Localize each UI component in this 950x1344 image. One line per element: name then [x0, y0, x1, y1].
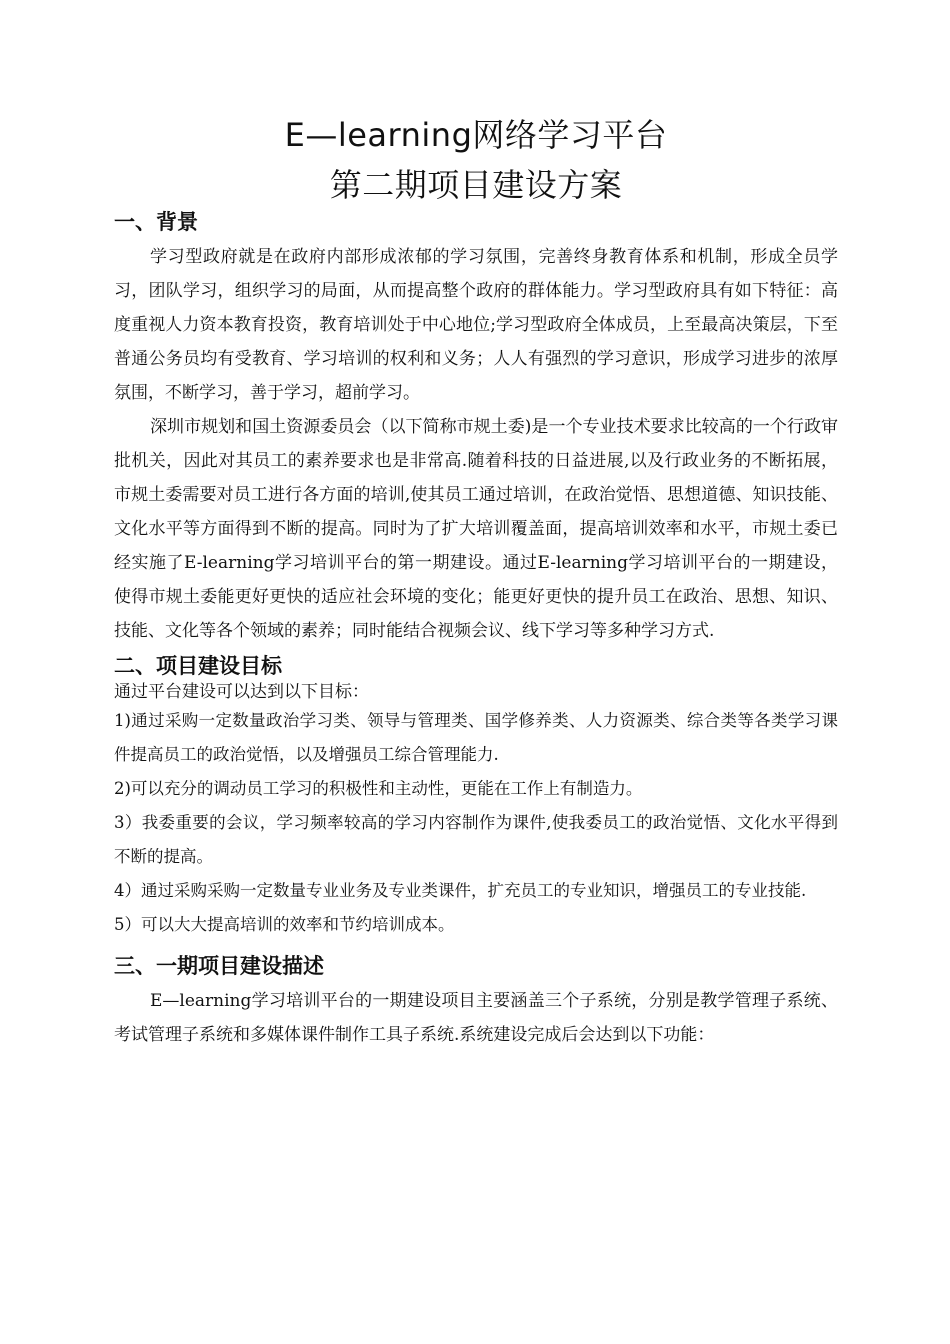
background-paragraph-2: 深圳市规划和国土资源委员会（以下简称市规土委)是一个专业技术要求比较高的一个行政审批机关，因此对其员工的素养要求也是非常高.随着科技的日益进展,以及行政业务的不断拓展，市规土委需要对员工进行各方面的培训,使其员工通过培训，在政治觉悟、思想道德、知识技能、文化水平等方面得到不断的提高。同时为了扩大培训覆盖面，提高培训效率和水平，市规土委已经实施了E-learning学习培训平台的第一期建设。通过E-learning学习培训平台的一期建设，使得市规土委能更好更快的适应社会环境的变化；能更好更快的提升员工在政治、思想、知识、技能、文化等各个领域的素养；同时能结合视频会议、线下学习等多种学习方式.	[114, 417, 838, 641]
goal-item-4: 4）通过采购采购一定数量专业业务及专业类课件，扩充员工的专业知识，增强员工的专业技能.	[114, 881, 807, 900]
goal-item-2: 2)可以充分的调动员工学习的积极性和主动性，更能在工作上有制造力。	[114, 779, 643, 798]
background-paragraph-1: 学习型政府就是在政府内部形成浓郁的学习氛围，完善终身教育体系和机制，形成全员学习，团队学习，组织学习的局面，从而提高整个政府的群体能力。学习型政府具有如下特征：高度重视人力资本教育投资，教育培训处于中心地位;学习型政府全体成员，上至最高决策层，下至普通公务员均有受教育、学习培训的权利和义务；人人有强烈的学习意识，形成学习进步的浓厚氛围，不断学习，善于学习，超前学习。	[114, 247, 838, 403]
document-title-line1: E—learning网络学习平台	[284, 116, 668, 154]
section-heading-background: 一、背景	[114, 210, 198, 234]
document-title-line2: 第二期项目建设方案	[329, 166, 623, 204]
goals-intro: 通过平台建设可以达到以下目标：	[114, 682, 369, 702]
goal-item-5: 5）可以大大提高培训的效率和节约培训成本。	[114, 915, 455, 934]
section-heading-phase1: 三、一期项目建设描述	[114, 954, 324, 978]
document-page	[114, 112, 838, 1052]
goal-item-1: 1)通过采购一定数量政治学习类、领导与管理类、国学修养类、人力资源类、综合类等各类学习课件提高员工的政治觉悟，以及增强员工综合管理能力.	[114, 711, 838, 764]
phase1-paragraph-1: E—learning学习培训平台的一期建设项目主要涵盖三个子系统，分别是教学管理子系统、考试管理子系统和多媒体课件制作工具子系统.系统建设完成后会达到以下功能：	[114, 991, 838, 1045]
section-heading-goals: 二、项目建设目标	[114, 654, 282, 678]
goal-item-3: 3）我委重要的会议，学习频率较高的学习内容制作为课件,使我委员工的政治觉悟、文化水平得到不断的提高。	[114, 813, 838, 866]
